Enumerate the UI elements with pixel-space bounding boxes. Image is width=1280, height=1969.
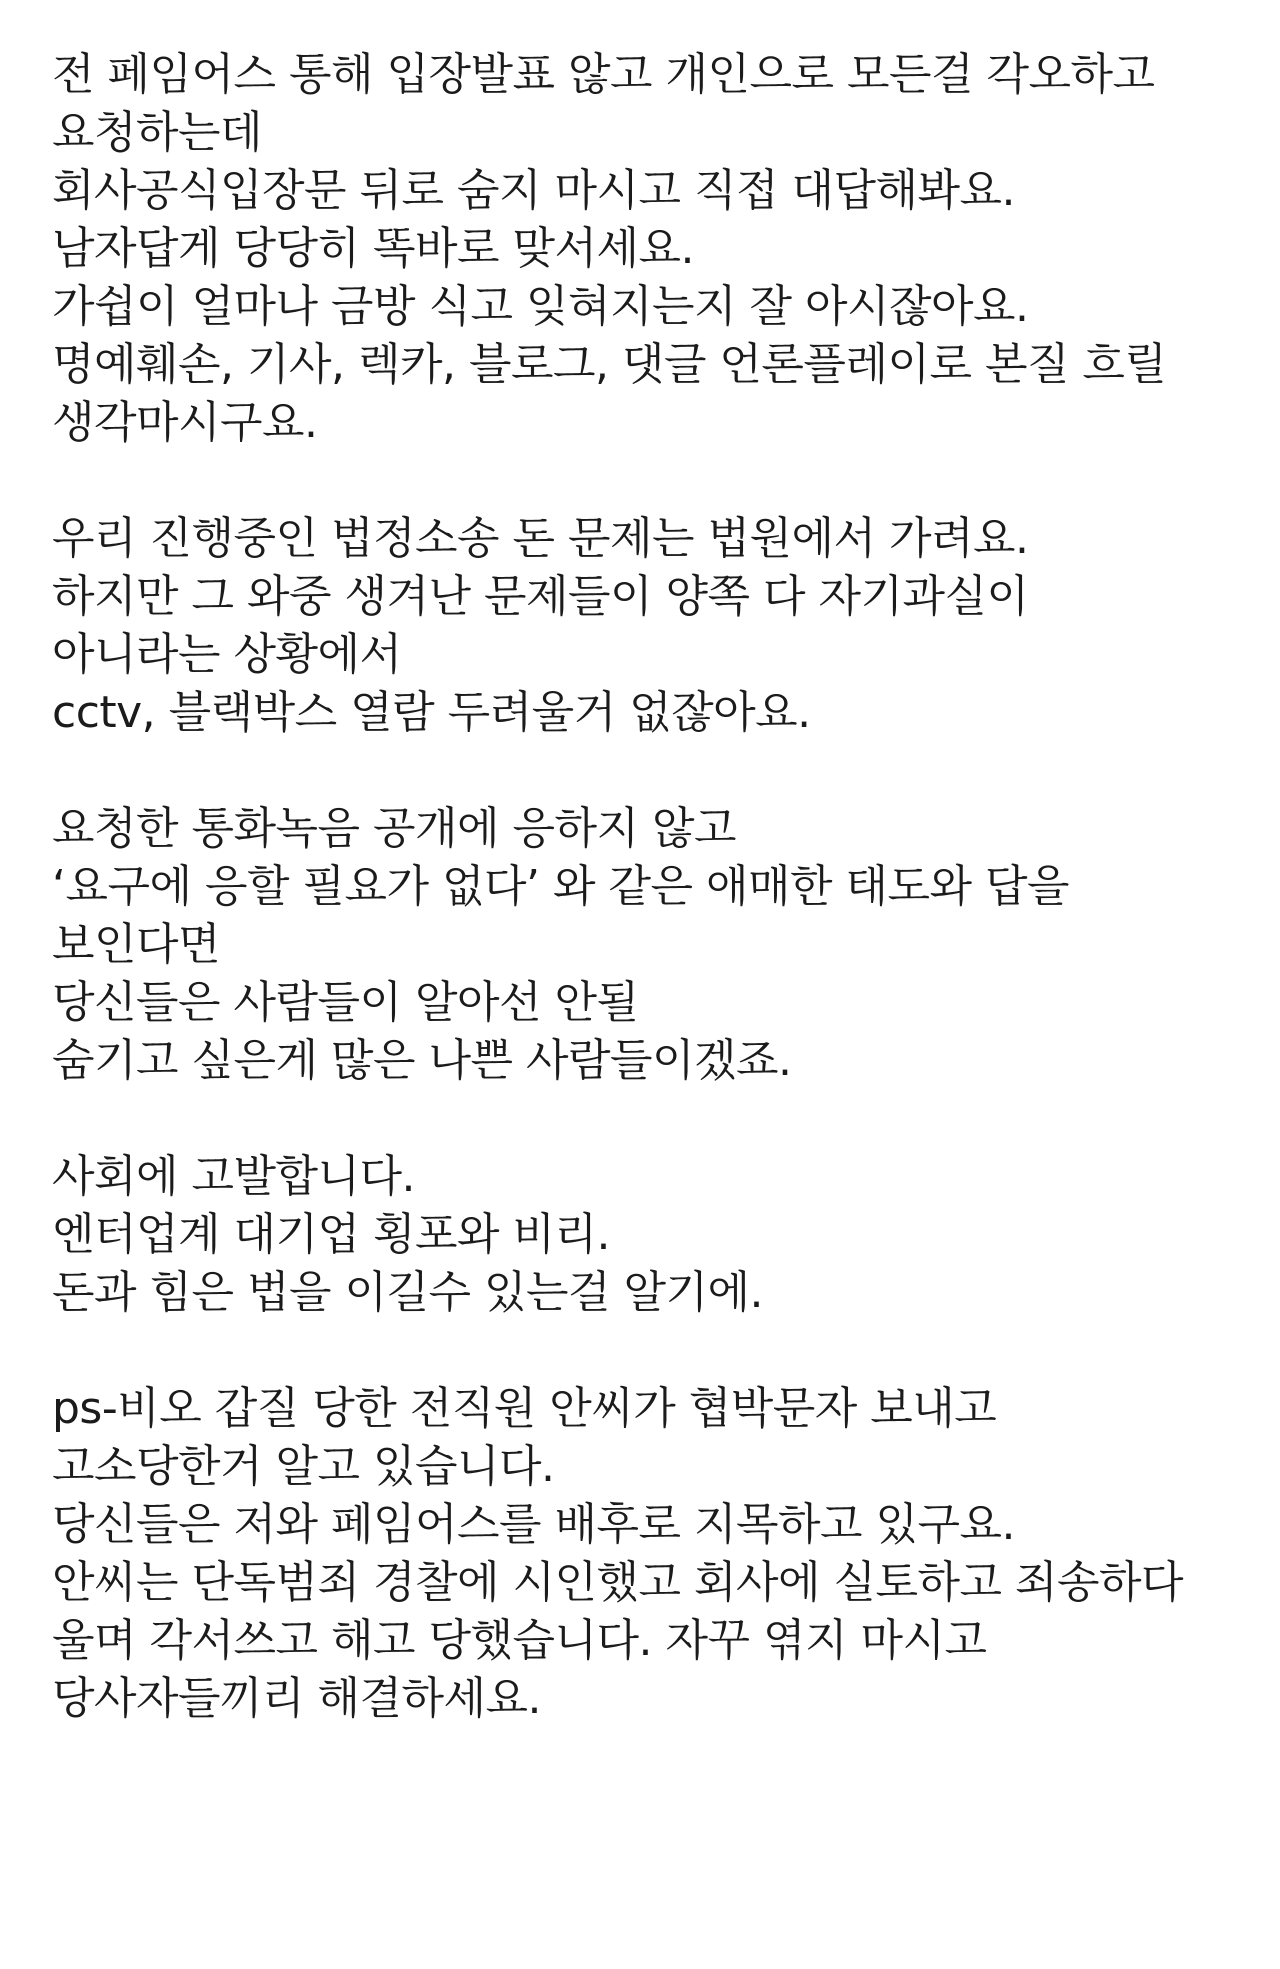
text-line: 당신들은 사람들이 알아선 안될 xyxy=(52,977,639,1028)
text-line: 가쉽이 얼마나 금방 식고 잊혀지는지 잘 아시잖아요. xyxy=(52,281,1029,332)
text-line: 하지만 그 와중 생겨난 문제들이 양쪽 다 자기과실이 xyxy=(52,571,1029,622)
text-line: 생각마시구요. xyxy=(52,397,318,448)
text-line: 우리 진행중인 법정소송 돈 문제는 법원에서 가려요. xyxy=(52,513,1029,564)
text-line: 요청하는데 xyxy=(52,107,263,158)
text-line: 고소당한거 알고 있습니다. xyxy=(52,1441,555,1492)
text-line: 남자답게 당당히 똑바로 맞서세요. xyxy=(52,223,694,274)
text-line: 보인다면 xyxy=(52,919,221,970)
text-line: ‘요구에 응할 필요가 없다’ 와 같은 애매한 태도와 답을 xyxy=(52,861,1069,912)
paragraph-gap xyxy=(52,452,1252,510)
text-line: 명예훼손, 기사, 렉카, 블로그, 댓글 언론플레이로 본질 흐릴 xyxy=(52,339,1167,390)
text-line: 당신들은 저와 페임어스를 배후로 지목하고 있구요. xyxy=(52,1499,1015,1550)
text-line: 숨기고 싶은게 많은 나쁜 사람들이겠죠. xyxy=(52,1035,792,1086)
paragraph-gap xyxy=(52,742,1252,800)
text-line: ps-비오 갑질 당한 전직원 안씨가 협박문자 보내고 xyxy=(52,1383,997,1434)
text-line: 전 페임어스 통해 입장발표 않고 개인으로 모든걸 각오하고 xyxy=(52,49,1155,100)
text-line: 사회에 고발합니다. xyxy=(52,1151,416,1202)
text-line: 회사공식입장문 뒤로 숨지 마시고 직접 대답해봐요. xyxy=(52,165,1015,216)
paragraph-gap xyxy=(52,1322,1252,1380)
text-line: 엔터업계 대기업 횡포와 비리. xyxy=(52,1209,610,1260)
text-line: 안씨는 단독범죄 경찰에 시인했고 회사에 실토하고 죄송하다 xyxy=(52,1557,1184,1608)
text-line: cctv, 블랙박스 열람 두려울거 없잖아요. xyxy=(52,687,811,738)
statement-text xyxy=(52,46,1252,1728)
text-line: 당사자들끼리 해결하세요. xyxy=(52,1673,542,1724)
text-line: 돈과 힘은 법을 이길수 있는걸 알기에. xyxy=(52,1267,763,1318)
text-line: 요청한 통화녹음 공개에 응하지 않고 xyxy=(52,803,737,854)
text-line: 아니라는 상황에서 xyxy=(52,629,402,680)
text-line: 울며 각서쓰고 해고 당했습니다. 자꾸 엮지 마시고 xyxy=(52,1615,987,1666)
paragraph-gap xyxy=(52,1090,1252,1148)
